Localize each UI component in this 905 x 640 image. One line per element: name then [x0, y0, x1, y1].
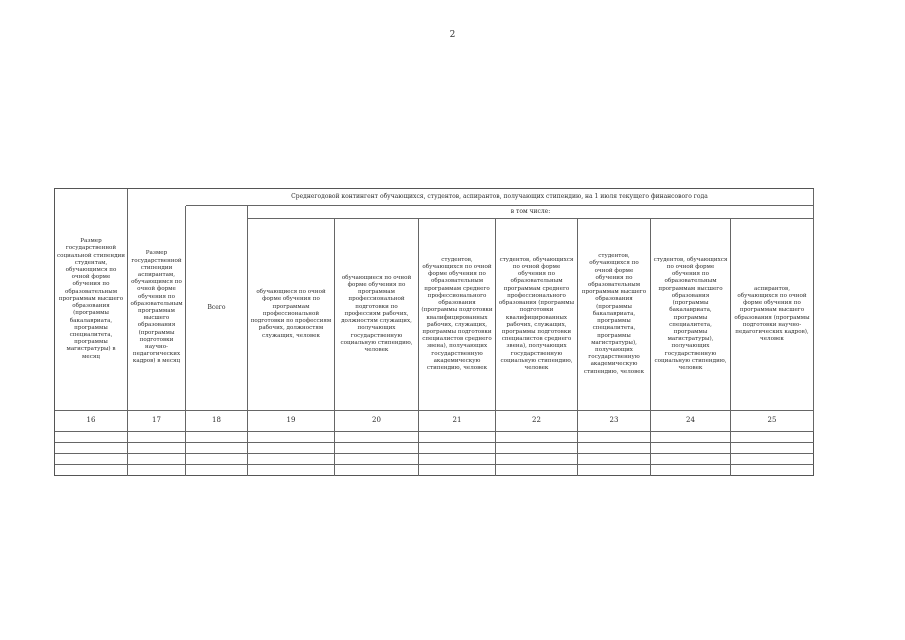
col-number-16: 16	[55, 411, 128, 432]
col-21-header: студентов, обучающихся по очной форме обучения по образовательным программам среднего профессионального образования (программы подготовки квалифицированных рабочих, служащих, программы подготовки специалистов среднего звена), получающих государственную академическую стипендию, человек	[419, 219, 496, 411]
table-divider	[730, 432, 731, 476]
col-number-17: 17	[128, 411, 186, 432]
table-row	[55, 442, 814, 443]
col-24-header: студентов, обучающихся по очной форме обучения по образовательным программам высшего образования (программы бакалавриата, программы специалитета, программы магистратуры), получающих государственную социальную стипендию, человек	[651, 219, 731, 411]
col-number-24: 24	[651, 411, 731, 432]
table-divider	[185, 432, 186, 476]
col-19-header: обучающиеся по очной форме обучения по программам профессиональной подготовки по профессиям рабочих, должностям служащих, человек	[248, 219, 335, 411]
col-23-header: студентов, обучающихся по очной форме обучения по образовательным программам высшего образования (программы бакалавриата, программы специалитета, программы магистратуры), получающих государственную академическую стипендию, человек	[578, 219, 651, 411]
col-22-header: студентов, обучающихся по очной форме обучения по образовательным программам среднего профессионального образования (программы подготовки квалифицированных рабочих, служащих, программы подготовки специалистов среднего звена), получающих государственную социальную стипендию, человек	[496, 219, 578, 411]
header-in-that-number: в том числе:	[248, 206, 814, 219]
col-16-header: Размер государственной социальной стипендии студентам, обучающимся по очной форме обучения по образовательным программам высшего образования (программы бакалавриата, программы специалитета, программы магистратуры) в месяц	[55, 189, 128, 411]
col-17-header: Размер государственной стипендии аспирантам, обучающимся по очной форме обучения по образовательным программам высшего образования (программы подготовки научно-педагогических кадров) в месяц	[128, 206, 186, 411]
col-number-19: 19	[248, 411, 335, 432]
col-number-21: 21	[419, 411, 496, 432]
col-20-header: обучающиеся по очной форме обучения по программам профессиональной подготовки по профессиям рабочих, должностям служащих, получающих государственную социальную стипендию, человек	[335, 219, 419, 411]
table-divider	[577, 432, 578, 476]
col-25-header: аспирантов, обучающихся по очной форме обучения по программам высшего образования (программы подготовки научно-педагогических кадров), человек	[731, 219, 814, 411]
page-number: 2	[449, 30, 456, 40]
col-number-22: 22	[496, 411, 578, 432]
table-row	[55, 464, 814, 465]
col-number-18: 18	[186, 411, 248, 432]
table-divider	[495, 432, 496, 476]
table-divider	[418, 432, 419, 476]
stipend-table	[54, 188, 814, 476]
col-number-25: 25	[731, 411, 814, 432]
table-divider	[334, 432, 335, 476]
table-divider	[650, 432, 651, 476]
table-row	[55, 453, 814, 454]
col-18-header: Всего	[186, 206, 248, 411]
table-divider	[247, 432, 248, 476]
col-number-20: 20	[335, 411, 419, 432]
table-divider	[127, 432, 128, 476]
col-number-23: 23	[578, 411, 651, 432]
header-contingent: Среднегодовой контингент обучающихся, студентов, аспирантов, получающих стипендию, на 1 июля текущего финансового года	[186, 189, 814, 206]
